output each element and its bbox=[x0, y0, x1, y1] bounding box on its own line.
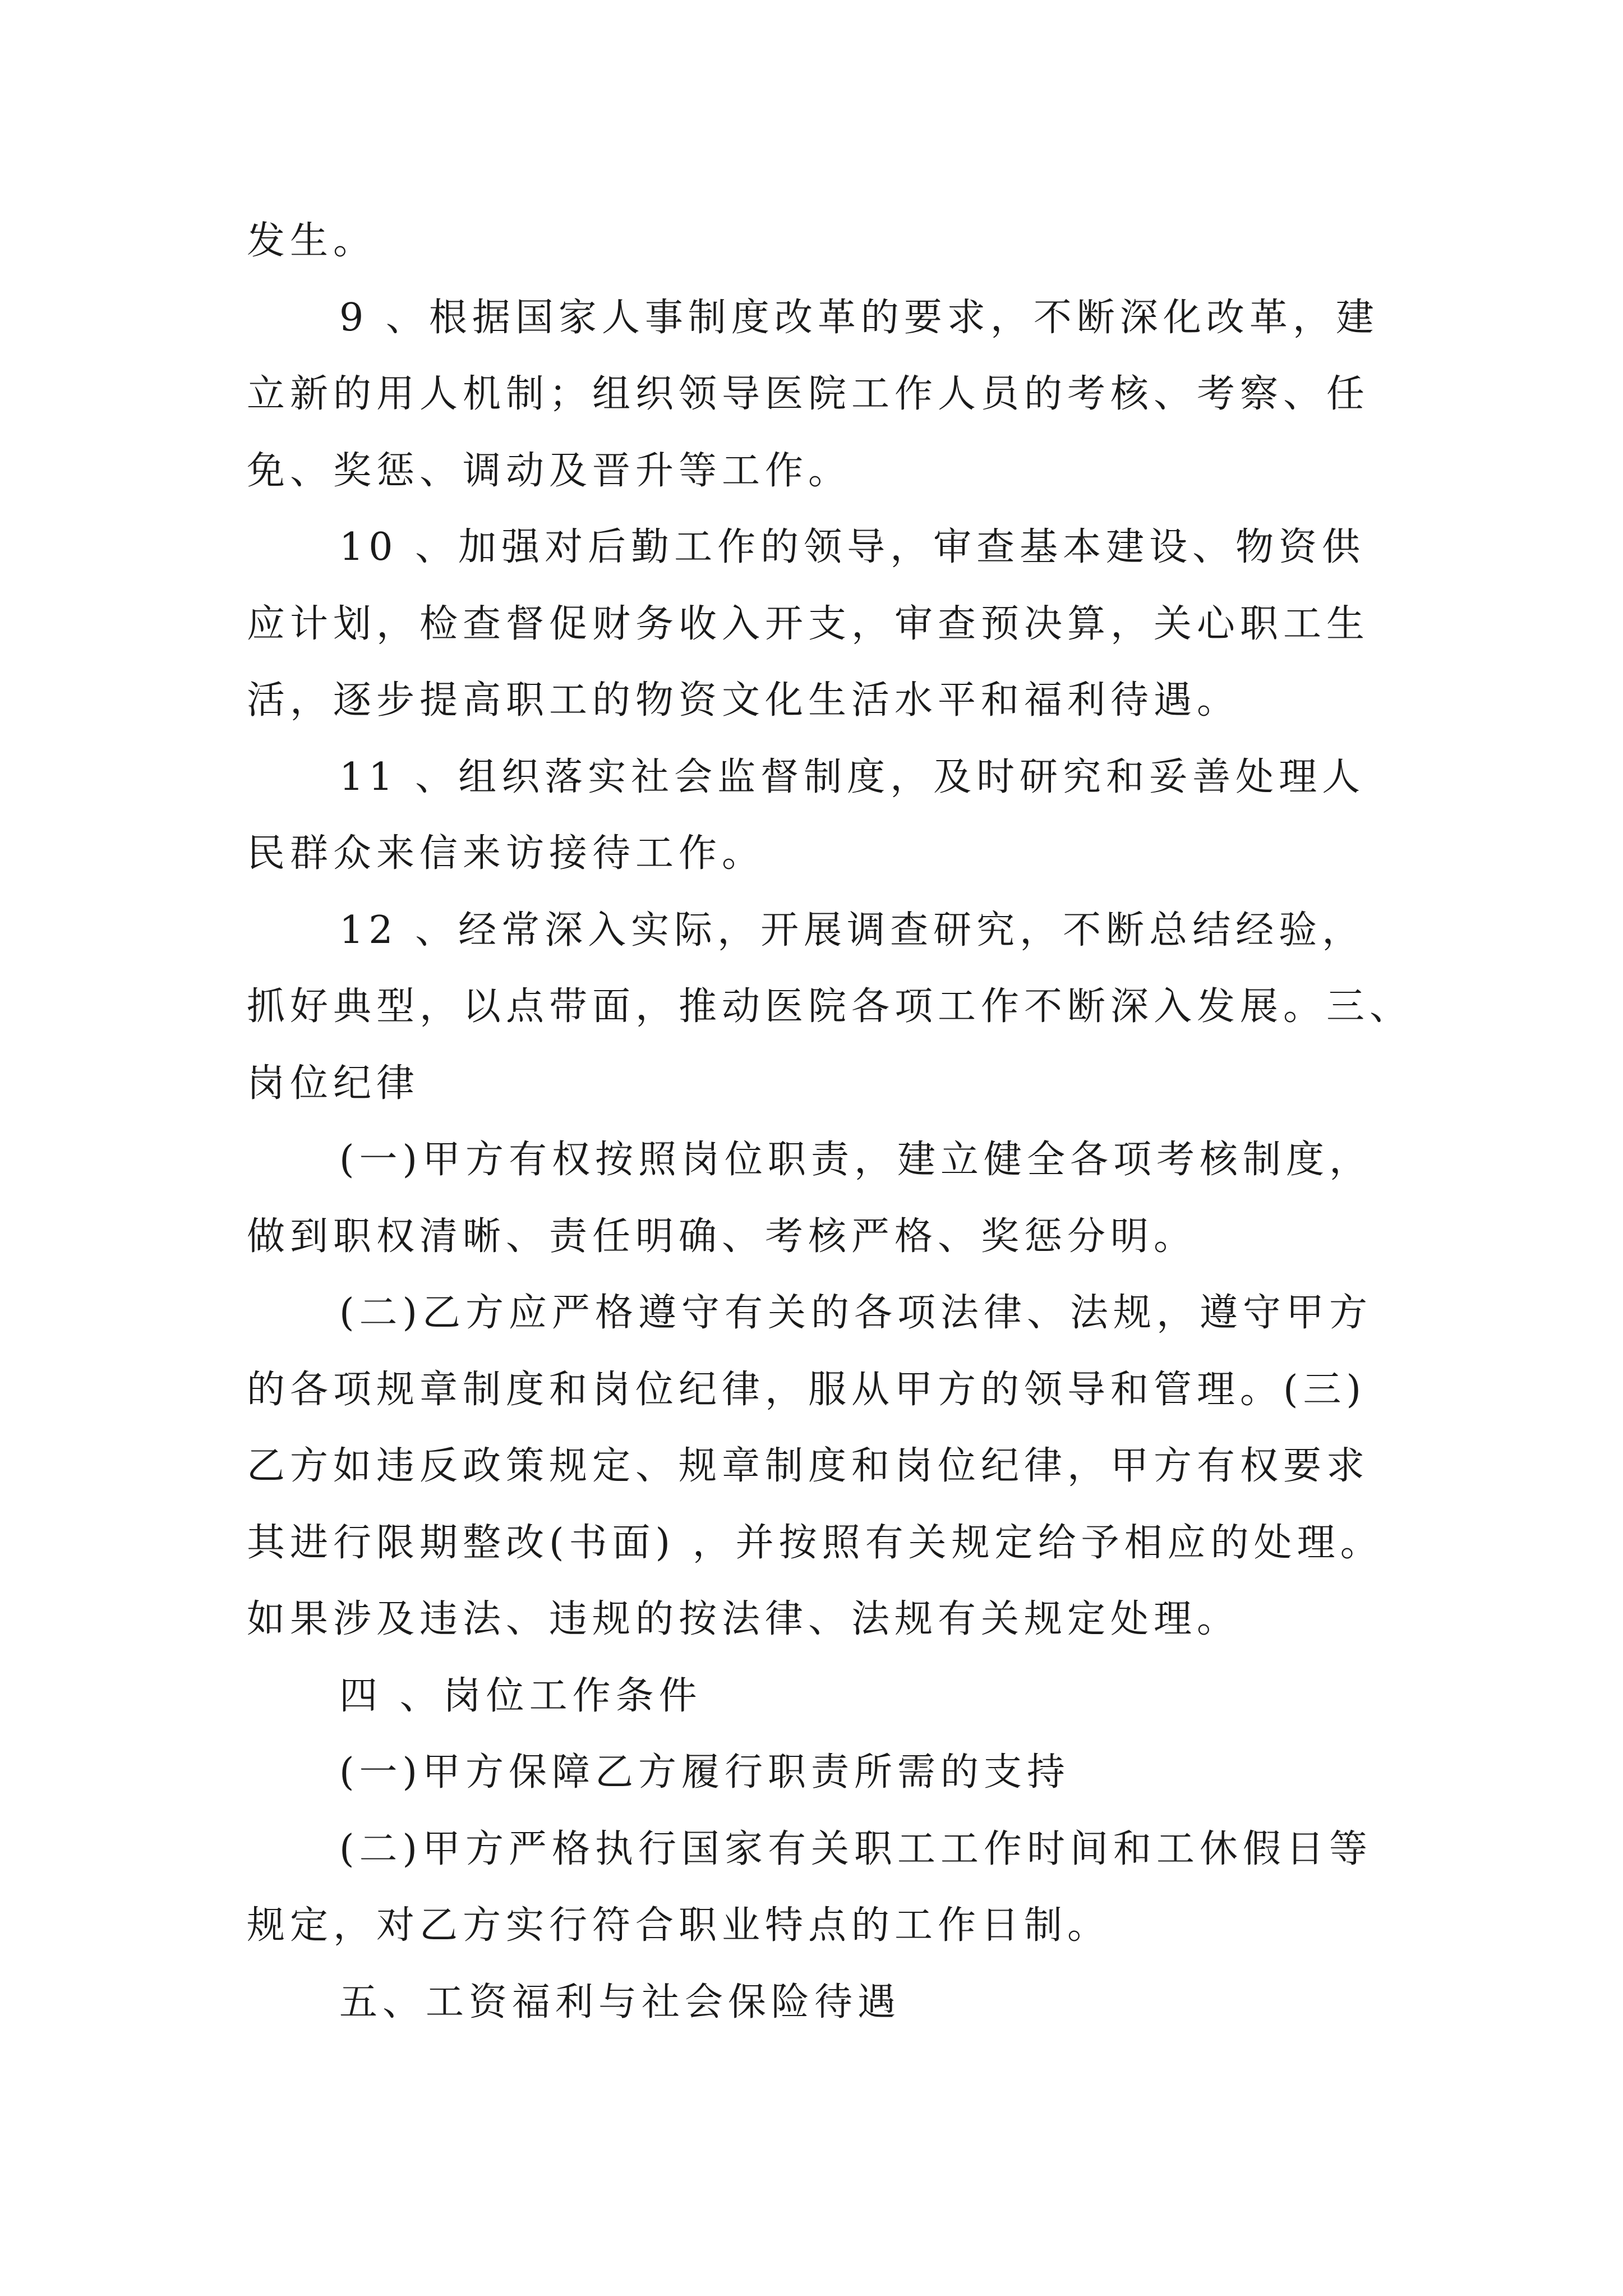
text-line: 其进行限期整改(书面) ，并按照有关规定给予相应的处理。 bbox=[247, 1520, 1384, 1565]
text-line: 9 、根据国家人事制度改革的要求，不断深化改革，建 bbox=[339, 295, 1379, 340]
text-line: 如果涉及违法、违规的按法律、法规有关规定处理。 bbox=[247, 1597, 1241, 1641]
text-line: 应计划，检查督促财务收入开支，审查预决算，关心职工生 bbox=[247, 601, 1370, 646]
text-line: 岗位纪律 bbox=[247, 1061, 420, 1106]
document-body bbox=[247, 203, 1413, 2041]
text-line: 活，逐步提高职工的物资文化生活水平和福利待遇。 bbox=[247, 678, 1241, 723]
text-line: 立新的用人机制；组织领导医院工作人员的考核、考察、任 bbox=[247, 372, 1370, 416]
section-heading: 四 、岗位工作条件 bbox=[339, 1673, 702, 1718]
text-line: 抓好典型，以点带面，推动医院各项工作不断深入发展。三、 bbox=[247, 984, 1413, 1029]
text-line: 规定，对乙方实行符合职业特点的工作日制。 bbox=[247, 1903, 1111, 1948]
text-line: (一)甲方保障乙方履行职责所需的支持 bbox=[339, 1750, 1071, 1795]
text-line: (二)甲方严格执行国家有关职工工作时间和工休假日等 bbox=[339, 1826, 1373, 1871]
text-line: (二)乙方应严格遵守有关的各项法律、法规，遵守甲方 bbox=[339, 1291, 1373, 1335]
text-line: 乙方如违反政策规定、规章制度和岗位纪律，甲方有权要求 bbox=[247, 1444, 1370, 1488]
text-line: 免、奖惩、调动及晋升等工作。 bbox=[247, 448, 852, 493]
text-line: 民群众来信来访接待工作。 bbox=[247, 831, 766, 876]
section-heading: 五、工资福利与社会保险待遇 bbox=[339, 1980, 901, 2024]
text-line: (一)甲方有权按照岗位职责，建立健全各项考核制度， bbox=[339, 1138, 1373, 1182]
text-line: 11 、组织落实社会监督制度，及时研究和妥善处理人 bbox=[339, 754, 1366, 799]
text-line: 发生。 bbox=[247, 219, 377, 263]
text-line: 12 、经常深入实际，开展调查研究，不断总结经验， bbox=[339, 908, 1366, 953]
text-line: 10 、加强对后勤工作的领导，审查基本建设、物资供 bbox=[339, 525, 1366, 569]
text-line: 的各项规章制度和岗位纪律，服从甲方的领导和管理。(三) bbox=[247, 1367, 1367, 1412]
text-line: 做到职权清晰、责任明确、考核严格、奖惩分明。 bbox=[247, 1214, 1197, 1259]
